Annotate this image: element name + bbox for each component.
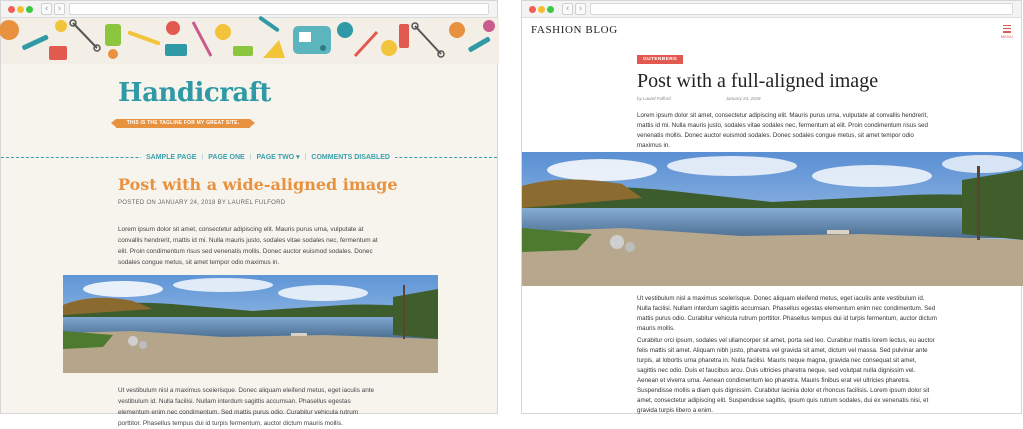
post-title[interactable]: Post with a full-aligned image [637, 70, 879, 92]
site-tagline: THIS IS THE TAGLINE FOR MY GREAT SITE. [116, 119, 250, 128]
nav-item-comments-disabled[interactable]: COMMENTS DISABLED [311, 154, 390, 161]
fashion-blog-page [522, 18, 1021, 413]
post-title[interactable]: Post with a wide-aligned image [118, 175, 398, 194]
nav-item-page-two[interactable]: PAGE TWO ▾ [256, 154, 300, 161]
post-paragraph: Ut vestibulum nisl a maximus scelerisque. Donec aliquam eleifend metus, eget iaculis ante vestibulum id. Nulla facilisi. Nullam interdum sagittis accumsan. Phasellus egestas elementum enim nec condimentum. Sed mattis purus odio. Curabitur vehicula rutrum porttitor. Phasellus tempus dui id turpis fermentum, auctor dictum mauris mollis. [637, 295, 937, 332]
browser-toolbar [522, 1, 1021, 18]
sewing-pattern-illustration [1, 18, 499, 64]
maximize-window-button[interactable] [547, 6, 554, 13]
maximize-window-button[interactable] [26, 6, 33, 13]
browser-toolbar [1, 1, 497, 18]
nav-separator: | [304, 154, 307, 161]
post-paragraph: Lorem ipsum dolor sit amet, consectetur adipiscing elit. Mauris purus urna, vulputate at convallis hendrerit, mattis id mi. Nulla mauris justo, sodales vitae sodales nec, fermentum at elit. Proin condimentum risus sed venenatis mollis. Donec auctor euismod sodales. Donec sodales congue metus, sit amet tempor odio maximus in. [637, 112, 928, 149]
forward-icon[interactable]: › [575, 3, 586, 15]
browser-window-fashion-blog [521, 0, 1022, 414]
minimize-window-button[interactable] [538, 6, 545, 13]
site-title[interactable]: Handicraft [118, 78, 271, 108]
close-window-button[interactable] [8, 6, 15, 13]
full-aligned-lake-image [522, 152, 1023, 286]
hamburger-icon [1003, 31, 1011, 32]
back-icon[interactable]: ‹ [41, 3, 52, 15]
post-paragraph: Curabitur orci ipsum, sodales vel ullamcorper sit amet, porta sed leo. Curabitur mattis lorem lectus, eu auctor felis mattis sit amet. Aliquam nibh justo, pharetra vel gravida sit amet, dictum vel massa. Sed pulvinar ante turpis, at lobortis urna pharetra in. Nulla facilisi. Mauris neque magna, gravida nec consequat sit amet, sagittis nec odio. Duis et faucibus arcu. Duis ultricies pharetra neque, sed volutpat nulla dignissim vel. Aenean et viverra urna. Aenean condimentum leo pharetra. Mauris finibus erat vel ultricies pharetra. Suspendisse mollis a diam quis dignissim. Curabitur lacinia dolor et rhoncus facilisis. Lorem ipsum dolor sit amet, consectetur adipiscing elit. Suspendisse sagittis, ipsum quis rutrum sodales, dui ex venenatis nisi, et gravida turpis libero a enim. [637, 337, 935, 414]
nav-links [141, 151, 395, 165]
hamburger-icon [1003, 28, 1011, 29]
address-bar[interactable] [69, 3, 489, 15]
address-bar[interactable] [590, 3, 1013, 15]
nav-separator: | [249, 154, 252, 161]
post-paragraph: Lorem ipsum dolor sit amet, consectetur adipiscing elit. Mauris purus urna, vulputate at convallis hendrerit, mattis id mi. Nulla mauris justo, sodales vitae sodales nec, fermentum at elit. Proin condimentum risus sed venenatis mollis. Donec auctor euismod sodales. Donec sodales congue metus, sit amet tempor odio maximus in. [118, 226, 378, 266]
nav-item-page-one[interactable]: PAGE ONE [208, 154, 245, 161]
menu-label: MENU [1000, 33, 1014, 39]
nav-separator: | [201, 154, 204, 161]
minimize-window-button[interactable] [17, 6, 24, 13]
post-meta [637, 96, 761, 101]
main-navigation [1, 151, 497, 165]
post-meta: POSTED ON JANUARY 24, 2018 BY LAUREL FULFORD [118, 200, 286, 206]
wide-aligned-lake-image [63, 275, 438, 373]
forward-icon[interactable]: › [54, 3, 65, 15]
nav-item-sample-page[interactable]: SAMPLE PAGE [146, 154, 197, 161]
handicraft-page [1, 18, 497, 427]
close-window-button[interactable] [529, 6, 536, 13]
site-title[interactable]: FASHION BLOG [531, 24, 618, 36]
post-author[interactable]: by Laurel Fulford [637, 96, 671, 101]
sewing-banner [1, 18, 497, 64]
hamburger-icon [1003, 25, 1011, 26]
browser-window-handicraft [0, 0, 498, 427]
category-badge[interactable]: GUTENBERG [637, 55, 683, 64]
post-date: January 24, 2018 [725, 96, 761, 101]
menu-button[interactable] [1000, 23, 1014, 39]
back-icon[interactable]: ‹ [562, 3, 573, 15]
post-paragraph: Ut vestibulum nisl a maximus scelerisque. Donec aliquam eleifend metus, eget iaculis ante vestibulum id. Nulla facilisi. Nullam interdum sagittis accumsan. Phasellus egestas elementum enim nec condimentum. Sed mattis purus odio. Curabitur vehicula rutrum porttitor. Phasellus tempus dui id turpis fermentum, auctor dictum mauris mollis. [118, 387, 375, 427]
